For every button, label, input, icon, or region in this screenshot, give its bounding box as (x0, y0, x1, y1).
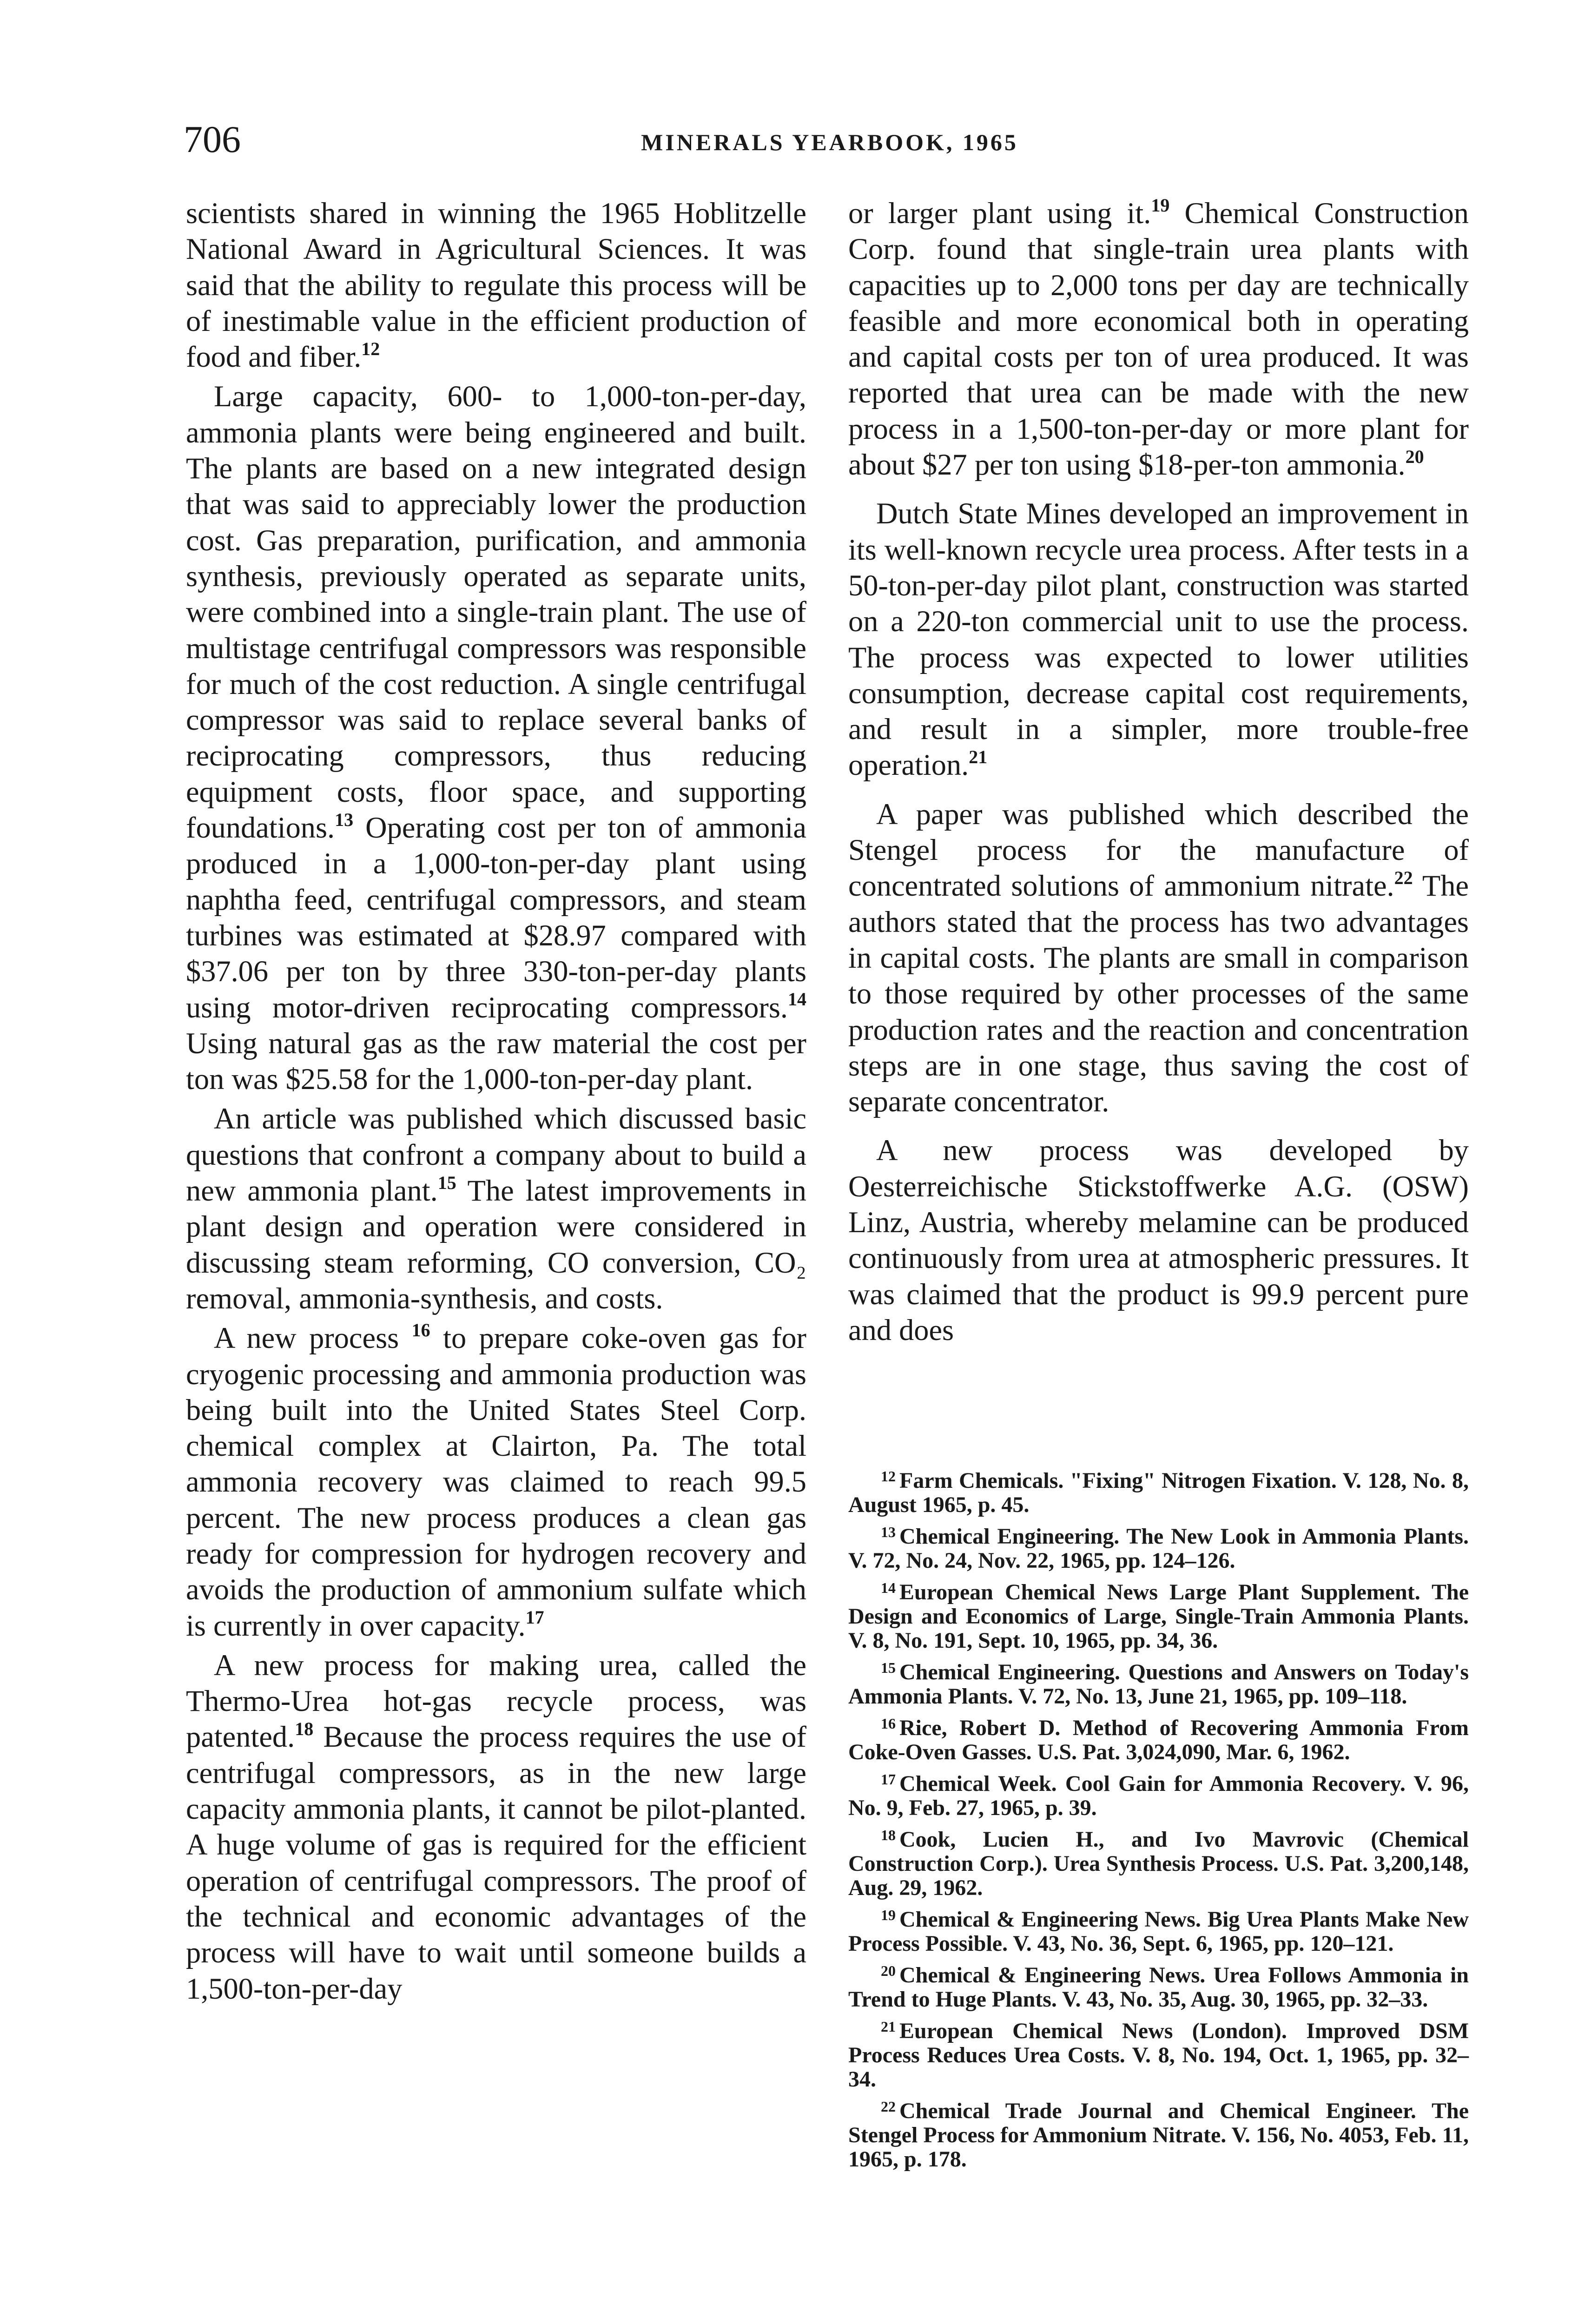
footnote-text: Chemical & Engineering News. Urea Follows Ammonia in Trend to Huge Plants. V. 43, No. 35, Aug. 30, 1965, pp. 32–33. (848, 1963, 1469, 2012)
footnote (848, 2094, 1469, 2172)
footnote-text: Chemical & Engineering News. Big Urea Plants Make New Process Possible. V. 43, No. 36, Sept. 6, 1965, pp. 120–121. (848, 1907, 1469, 1956)
footnote-text: Farm Chemicals. "Fixing" Nitrogen Fixation. V. 128, No. 8, August 1965, p. 45. (848, 1468, 1469, 1517)
paragraph (186, 378, 806, 1097)
footnote-reference[interactable]: 12 (361, 338, 380, 359)
footnote (848, 1903, 1469, 1956)
footnote (848, 1711, 1469, 1764)
footnote (848, 1520, 1469, 1573)
running-title: MINERALS YEARBOOK, 1965 (641, 129, 1018, 155)
footnote-number: 16 (881, 1715, 896, 1732)
paragraph-text: A new process for making urea, called the Thermo-Urea hot-gas recycle process, was patented. (186, 1648, 806, 1754)
footnote-reference[interactable]: 19 (1151, 194, 1170, 216)
footnote-text: Cook, Lucien H., and Ivo Mavrovic (Chemical Construction Corp.). Urea Synthesis Process. U.S. Pat. 3,200,148, Aug. 29, 1962. (848, 1827, 1469, 1900)
footnote-text: European Chemical News Large Plant Supplement. The Design and Economics of Large, Single-Train Ammonia Plants. V. 8, No. 191, Sept. 10, 1965, pp. 34, 36. (848, 1580, 1469, 1653)
left-column (186, 195, 806, 2007)
page-number: 706 (184, 118, 241, 160)
footnote-reference[interactable]: 15 (437, 1172, 456, 1193)
paragraph-text: or larger plant using it. (848, 197, 1151, 230)
footnote-text: Chemical Engineering. The New Look in Ammonia Plants. V. 72, No. 24, Nov. 22, 1965, pp. 124–126. (848, 1524, 1469, 1573)
footnote (848, 1959, 1469, 2012)
footnote-text: Rice, Robert D. Method of Recovering Ammonia From Coke-Oven Gasses. U.S. Pat. 3,024,090, Mar. 6, 1962. (848, 1716, 1469, 1764)
footnote-reference[interactable]: 18 (295, 1718, 314, 1739)
footnote (848, 1823, 1469, 1900)
footnote (848, 2014, 1469, 2092)
footnote-reference[interactable]: 16 (411, 1319, 430, 1340)
paragraph-text: Dutch State Mines developed an improvement in its well-known recycle urea process. After tests in a 50-ton-per-day pilot plant, construction was started on a 220-ton commercial unit to use the process. The process was expected to lower utilities consumption, decrease capital cost requirements, and result in a simpler, more trouble-free operation. (848, 497, 1469, 782)
paragraph-text: The authors stated that the process has two advantages in capital costs. The plants are small in comparison to those required by other processes of the same production rates and the reaction and concentration steps are in one stage, thus saving the cost of separate concentrator. (848, 869, 1469, 1118)
paragraph-text: The latest improvements in plant design and operation were considered in discussing steam reforming, CO conversion, CO₂ removal, ammonia-synthesis, and costs. (186, 1174, 806, 1315)
paragraph-text: Large capacity, 600- to 1,000-ton-per-day, ammonia plants were being engineered and built. The plants are based on a new integrated design that was said to appreciably lower the production cost. Gas preparation, purification, and ammonia synthesis, previously operated as separate units, were combined into a single-train plant. The use of multistage centrifugal compressors was responsible for much of the cost reduction. A single centrifugal compressor was said to replace several banks of reciprocating compressors, thus reducing equipment costs, floor space, and supporting foundations. (186, 380, 806, 845)
footnote (848, 1767, 1469, 1820)
paragraph (848, 1132, 1469, 1348)
footnote-text: European Chemical News (London). Improved DSM Process Reduces Urea Costs. V. 8, No. 194, Oct. 1, 1965, pp. 32–34. (848, 2019, 1469, 2092)
paragraph-text: A new process was developed by Oesterreichische Stickstoffwerke A.G. (OSW) Linz, Austria, whereby melamine can be produced continuously from urea at atmospheric pressures. It was claimed that the product is 99.9 percent pure and does (848, 1134, 1469, 1347)
footnote-number: 17 (881, 1771, 896, 1788)
paragraph (848, 796, 1469, 1120)
footnote-number: 13 (881, 1524, 896, 1540)
footnote-number: 22 (881, 2098, 896, 2115)
footnote-number: 12 (881, 1468, 896, 1485)
footnote-text: Chemical Trade Journal and Chemical Engineer. The Stengel Process for Ammonium Nitrate. V. 156, No. 4053, Feb. 11, 1965, p. 178. (848, 2099, 1469, 2172)
footnote-number: 19 (881, 1907, 896, 1923)
footnote-text: Chemical Engineering. Questions and Answers on Today's Ammonia Plants. V. 72, No. 13, June 21, 1965, pp. 109–118. (848, 1660, 1469, 1709)
paragraph (186, 1647, 806, 2007)
paragraph (848, 495, 1469, 783)
paragraph (186, 195, 806, 375)
paragraph-text: An article was published which discussed basic questions that confront a company about to build a new ammonia plant. (186, 1102, 806, 1208)
footnote (848, 1656, 1469, 1709)
footnotes (848, 1464, 1469, 2174)
page-header (184, 116, 1476, 167)
footnote-number: 15 (881, 1659, 896, 1676)
paragraph-text: Chemical Construction Corp. found that single-train urea plants with capacities up to 2,000 tons per day are technically feasible and more economical both in operating and capital costs per ton of urea produced. It was reported that urea can be made with the new process in a 1,500-ton-per-day or more plant for about $27 per ton using $18-per-ton ammonia. (848, 197, 1469, 482)
paragraph (186, 1320, 806, 1644)
paragraph-text: scientists shared in winning the 1965 Hoblitzelle National Award in Agricultural Sciences. It was said that the ability to regulate this process will be of inestimable value in the efficient production of food and fiber. (186, 197, 806, 374)
paragraph (186, 1101, 806, 1316)
right-column (848, 195, 1469, 1348)
footnote-text: Chemical Week. Cool Gain for Ammonia Recovery. V. 96, No. 9, Feb. 27, 1965, p. 39. (848, 1771, 1469, 1820)
footnote-reference[interactable]: 21 (969, 746, 988, 767)
footnote-reference[interactable]: 14 (788, 989, 806, 1010)
paragraph (848, 195, 1469, 482)
footnote-reference[interactable]: 13 (335, 809, 354, 830)
footnote-number: 18 (881, 1827, 896, 1843)
paragraph-text: to prepare coke-oven gas for cryogenic processing and ammonia production was being built into the United States Steel Corp. chemical complex at Clairton, Pa. The total ammonia recovery was claimed to reach 99.5 percent. The new process produces a clean gas ready for compression for hydrogen recovery and avoids the production of ammonium sulfate which is currently in over capacity. (186, 1321, 806, 1642)
paragraph-text: A new process (214, 1321, 412, 1355)
footnote-reference[interactable]: 17 (525, 1607, 544, 1628)
footnote-reference[interactable]: 20 (1405, 446, 1424, 467)
paragraph-text: A paper was published which described the Stengel process for the manufacture of concentrated solutions of ammonium nitrate. (848, 797, 1469, 903)
footnote-number: 21 (881, 2018, 896, 2035)
paragraph-text: Using natural gas as the raw material the cost per ton was $25.58 for the 1,000-ton-per-day plant. (186, 1026, 806, 1096)
footnote (848, 1464, 1469, 1517)
footnote-reference[interactable]: 22 (1394, 867, 1413, 888)
paragraph-text: Because the process requires the use of centrifugal compressors, as in the new large capacity ammonia plants, it cannot be pilot-planted. A huge volume of gas is required for the efficient operation of centrifugal compressors. The proof of the technical and economic advantages of the process will have to wait until someone builds a 1,500-ton-per-day (186, 1720, 806, 2005)
footnote (848, 1576, 1469, 1653)
footnote-number: 14 (881, 1579, 896, 1596)
footnote-number: 20 (881, 1962, 896, 1979)
paragraph-text: Operating cost per ton of ammonia produced in a 1,000-ton-per-day plant using naphtha feed, centrifugal compressors, and steam turbines was estimated at $28.97 compared with $37.06 per ton by three 330-ton-per-day plants using motor-driven reciprocating compressors. (186, 811, 806, 1024)
